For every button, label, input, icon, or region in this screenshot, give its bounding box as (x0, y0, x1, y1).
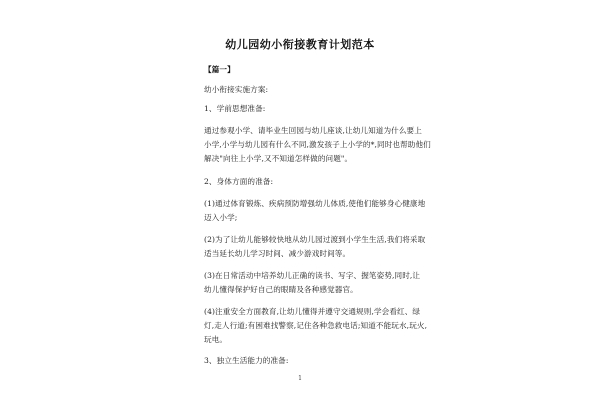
heading-line: 2、身体方面的准备: (204, 177, 274, 186)
section-tag: 【篇一】 (204, 65, 235, 74)
paragraph-line: (2)为了让幼儿能够较快地从幼儿园过渡到小学生生活,我们将采取 (204, 235, 426, 244)
paragraph-line: 幼小衔接实施方案: (204, 85, 269, 94)
paragraph-line: 迈入小学; (204, 213, 238, 222)
paragraph-line: 通过参观小学、请毕业生回园与幼儿座谈,让幼儿知道为什么要上 (204, 126, 422, 135)
paragraph-line: 适当延长幼儿学习时间、减少游戏时间等。 (204, 249, 351, 258)
paragraph-line: 解决"向往上小学,又不知道怎样做的问题"。 (204, 154, 353, 163)
paragraph-line: (4)注重安全方面教育,让幼儿懂得并遵守交通规则,学会看红、绿 (204, 307, 421, 316)
paragraph-line: (1)通过体育锻炼、疾病预防增强幼儿体质,使他们能够身心健康地 (204, 199, 426, 208)
paragraph-line: (3)在日常活动中培养幼儿正确的读书、写字、握笔姿势,同时,让 (204, 271, 421, 280)
paragraph-line: 幼儿懂得保护好自己的眼睛及各种感觉器官。 (204, 285, 358, 294)
page-title: 幼儿园幼小衔接教育计划范本 (225, 38, 375, 51)
page-number: 1 (298, 375, 302, 382)
paragraph-line: 灯,走人行道;有困难找警察,记住各种急救电话;知道不能玩水,玩火, (204, 321, 428, 330)
heading-line: 3、独立生活能力的准备: (204, 356, 289, 365)
paragraph-line: 玩电。 (204, 335, 228, 344)
paragraph-line: 小学,小学与幼儿园有什么不同,激发孩子上小学的*,同时也帮助他们 (204, 140, 431, 149)
heading-line: 1、学前思想准备: (204, 104, 266, 113)
